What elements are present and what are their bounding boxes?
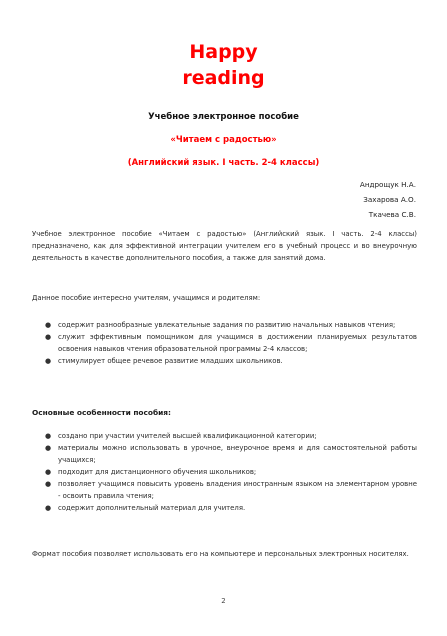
title-line-2: reading (182, 67, 265, 89)
audience-list (45, 319, 417, 367)
format-paragraph: Формат пособия позволяет использовать его на компьютере и персональных электронных носителях. (32, 550, 409, 558)
list-item (45, 319, 417, 331)
bullet-dot-icon: ● (45, 321, 52, 329)
author-2: Захарова А.О. (363, 195, 416, 204)
list-item (45, 502, 417, 514)
list-item-text: позволяет учащимся повысить уровень владения иностранным языком на элементарном уровне - освоить правила чтения; (58, 480, 417, 500)
audience-paragraph: Данное пособие интересно учителям, учащимся и родителям: (32, 294, 261, 302)
bullet-dot-icon: ● (45, 432, 52, 440)
features-list (45, 430, 417, 514)
title-line-1: Happy (189, 41, 258, 63)
list-item-text: содержит разнообразные увлекательные задания по развитию начальных навыков чтения; (58, 321, 396, 329)
bullet-dot-icon: ● (45, 468, 52, 476)
bullet-dot-icon: ● (45, 480, 52, 488)
subtitle-name: «Читаем с радостью» (170, 135, 277, 145)
features-heading: Основные особенности пособия: (32, 408, 171, 417)
list-item-text: создано при участии учителей высшей квалификационной категории; (58, 432, 317, 440)
list-item-text: подходит для дистанционного обучения школьников; (58, 468, 257, 476)
list-item (45, 442, 417, 466)
list-item (45, 430, 417, 442)
intro-paragraph: Учебное электронное пособие «Читаем с радостью» (Английский язык. I часть. 2-4 классы) предназначено, как для эффективной интеграции учителем его в учебный процесс и во внеурочную деятельность в качестве дополнительного пособия, а также для занятий дома. (32, 230, 417, 262)
author-3: Ткачева С.В. (368, 210, 416, 219)
list-item (45, 478, 417, 502)
list-item-text: стимулирует общее речевое развитие младших школьников. (58, 357, 283, 365)
list-item-text: содержит дополнительный материал для учителя. (58, 504, 246, 512)
list-item (45, 466, 417, 478)
subtitle-subject: (Английский язык. I часть. 2-4 классы) (127, 158, 320, 168)
list-item (45, 331, 417, 355)
list-item (45, 355, 417, 367)
subtitle-type: Учебное электронное пособие (148, 112, 299, 122)
author-1: Андрощук Н.А. (359, 180, 416, 189)
bullet-dot-icon: ● (45, 357, 52, 365)
bullet-dot-icon: ● (45, 333, 52, 341)
page-number: 2 (221, 597, 226, 605)
bullet-dot-icon: ● (45, 504, 52, 512)
bullet-dot-icon: ● (45, 444, 52, 452)
list-item-text: служит эффективным помощником для учащимся в достижении планируемых результатов освоения навыков чтения образовательной программы 2-4 классов; (58, 333, 417, 353)
list-item-text: материалы можно использовать в урочное, внеурочное время и для самостоятельной работы учащихся; (58, 444, 417, 464)
